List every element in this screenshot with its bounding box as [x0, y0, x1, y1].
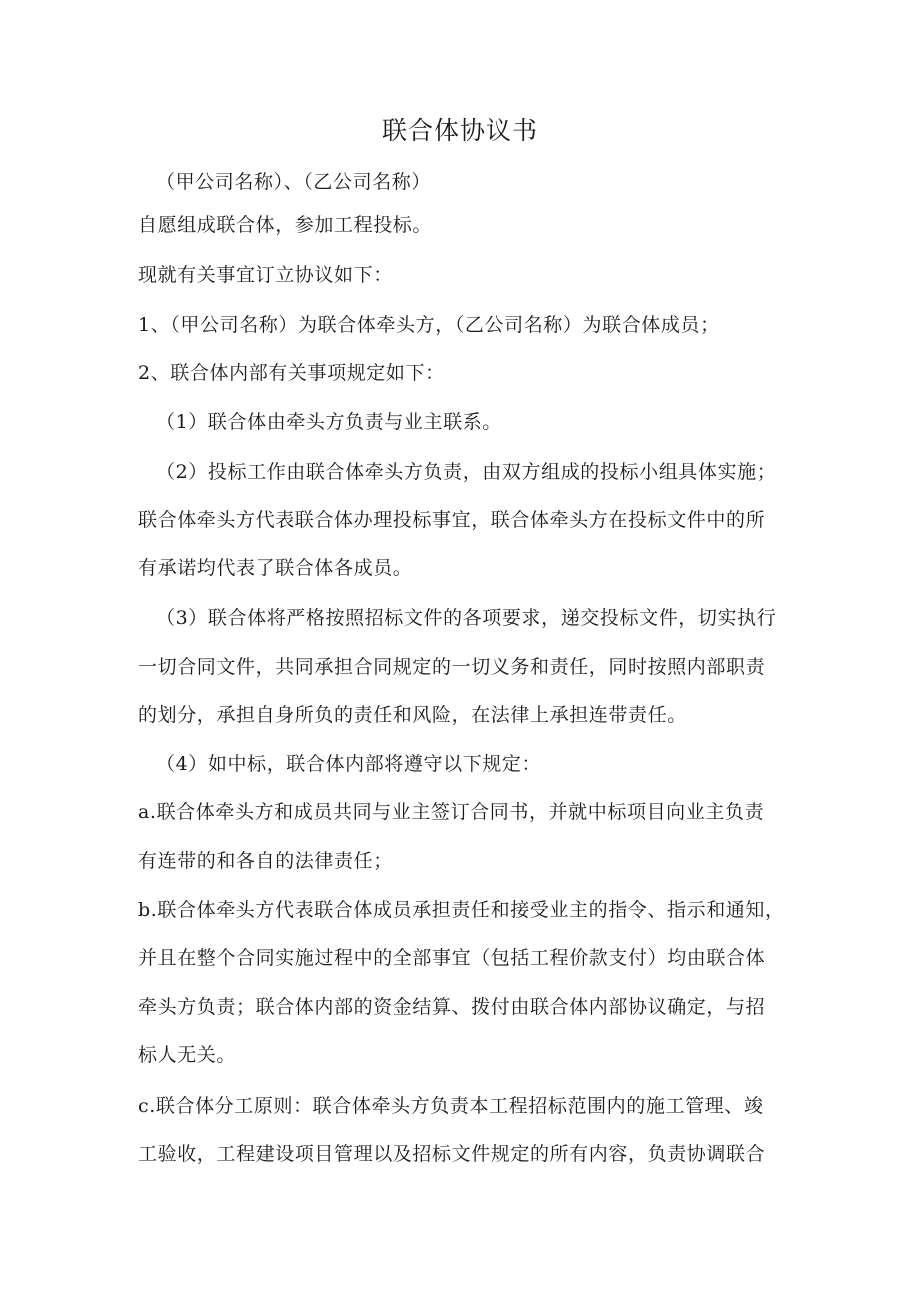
paragraph-line: 自愿组成联合体，参加工程投标。 [138, 214, 433, 236]
clause-1-line: 1、（甲公司名称）为联合体牵头方，（乙公司名称）为联合体成员； [138, 314, 720, 336]
paragraph-line: 的划分，承担自身所负的责任和风险，在法律上承担连带责任。 [138, 704, 687, 726]
paragraph-line: 一切合同文件，共同承担合同规定的一切义务和责任，同时按照内部职责 [138, 656, 766, 678]
paragraph-line: 工验收，工程建设项目管理以及招标文件规定的所有内容，负责协调联合 [138, 1143, 766, 1165]
subclause-3-line: （3）联合体将严格按照招标文件的各项要求，递交投标文件，切实执行 [156, 607, 777, 629]
party-names-line: （甲公司名称）、（乙公司名称） [156, 171, 432, 193]
item-b-line: b.联合体牵头方代表联合体成员承担责任和接受业主的指令、指示和通知， [138, 899, 785, 921]
paragraph-line: 标人无关。 [138, 1044, 237, 1066]
paragraph-line: 牵头方负责；联合体内部的资金结算、拨付由联合体内部协议确定，与招 [138, 996, 766, 1018]
subclause-1-line: （1）联合体由牵头方负责与业主联系。 [156, 411, 502, 433]
paragraph-line: 现就有关事宜订立协议如下： [138, 264, 393, 286]
paragraph-line: 有承诺均代表了联合体各成员。 [138, 557, 413, 579]
paragraph-line: 有连带的和各自的法律责任； [138, 850, 393, 872]
document-title: 联合体协议书 [381, 116, 538, 145]
paragraph-line: 并且在整个合同实施过程中的全部事宜（包括工程价款支付）均由联合体 [138, 947, 766, 969]
subclause-2-line: （2）投标工作由联合体牵头方负责，由双方组成的投标小组具体实施； [156, 461, 777, 483]
item-c-line: c.联合体分工原则：联合体牵头方负责本工程招标范围内的施工管理、竣 [138, 1095, 764, 1117]
subclause-4-line: （4）如中标，联合体内部将遵守以下规定： [156, 753, 542, 775]
clause-2-line: 2、联合体内部有关事项规定如下： [138, 362, 445, 384]
item-a-line: a.联合体牵头方和成员共同与业主签订合同书，并就中标项目向业主负责 [138, 801, 765, 823]
paragraph-line: 联合体牵头方代表联合体办理投标事宜，联合体牵头方在投标文件中的所 [138, 509, 766, 531]
